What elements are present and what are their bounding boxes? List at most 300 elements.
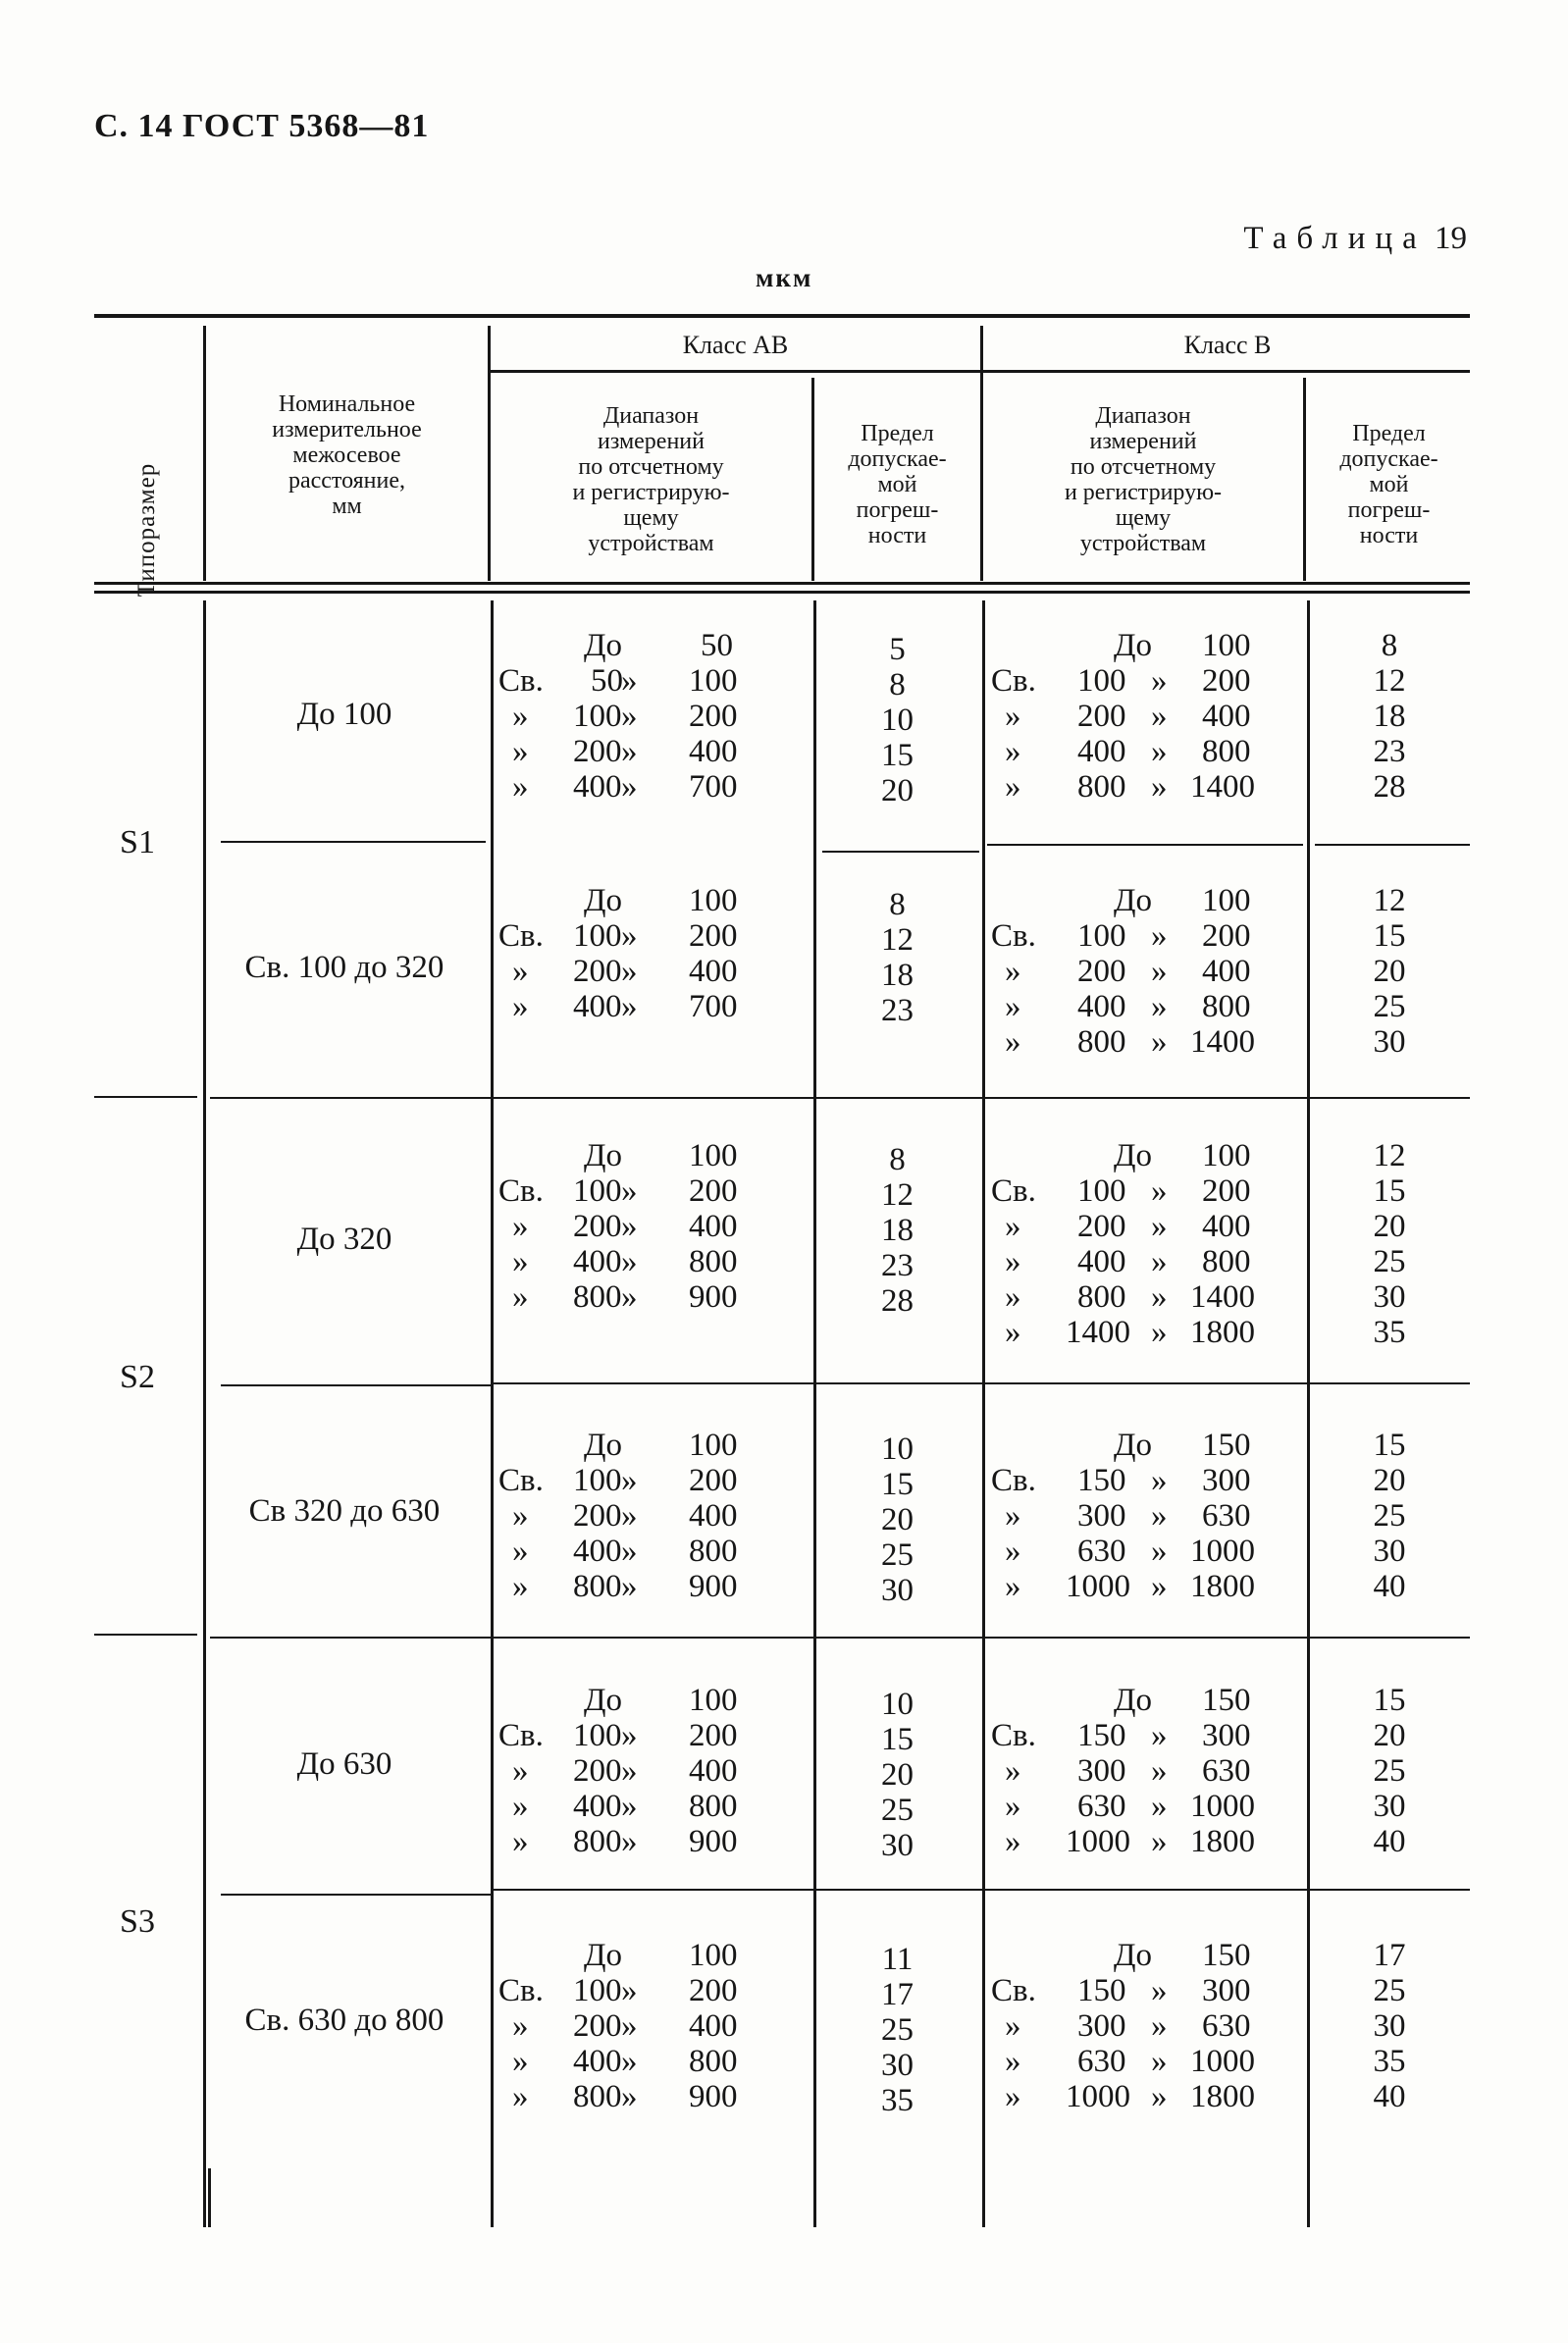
b-range-line (991, 2044, 1281, 2079)
ab-range-line (498, 954, 767, 989)
ab-range-line (498, 1789, 767, 1824)
ab-range-cell: 100 (689, 1428, 738, 1463)
table-label (1243, 221, 1467, 257)
row-sep-4 (210, 1637, 1470, 1639)
b-range-cell: До (1114, 1138, 1153, 1173)
ab-limits-value: 12 (881, 922, 914, 958)
header-class-b: Класс В (1183, 331, 1272, 359)
b-range-cell: » (1151, 1718, 1168, 1753)
b-limits-value: 15 (1373, 1428, 1406, 1463)
ab-range-cell: » (621, 1209, 638, 1244)
ab-range-cell: » (621, 734, 638, 769)
ab-range-cell: » (512, 2044, 529, 2079)
b-range-line (991, 918, 1281, 954)
b-range-cell: 1400 (1190, 1024, 1255, 1060)
b-range-line (991, 1428, 1281, 1463)
ab-range-cell: » (512, 769, 529, 805)
b-range-cell: 300 (1202, 1463, 1251, 1498)
b-range-cell: 200 (1077, 1209, 1126, 1244)
b-range-line (991, 1315, 1281, 1350)
b-range-cell: 150 (1077, 1463, 1126, 1498)
b-limits (1311, 1428, 1468, 1604)
b-range-line (991, 628, 1281, 663)
b-range-cell: 630 (1077, 1534, 1126, 1569)
b-range-cell: 300 (1077, 1753, 1126, 1789)
ab-range-line (498, 883, 767, 918)
ab-range-cell: » (512, 2079, 529, 2114)
b-limits-value: 20 (1373, 1209, 1406, 1244)
b-range-cell: 800 (1202, 734, 1251, 769)
ab-range-line (498, 1173, 767, 1209)
ab-limits (816, 1432, 978, 1608)
ab-range-line (498, 2079, 767, 2114)
b-range-cell: » (1151, 1824, 1168, 1859)
ab-range-cell: 800 (573, 1824, 622, 1859)
ab-range-line (498, 918, 767, 954)
type-label: S3 (120, 1903, 155, 1940)
ab-limits-value: 10 (881, 703, 914, 738)
b-range-cell: 400 (1202, 1209, 1251, 1244)
header-b-limit: Предел допускае- мой погреш- ности (1339, 421, 1438, 548)
b-range-cell: » (1005, 2079, 1021, 2114)
ab-range-cell: » (621, 2008, 638, 2044)
b-range-line (991, 1534, 1281, 1569)
ab-limits-value: 11 (881, 1942, 914, 1977)
ab-range-cell: 400 (573, 1244, 622, 1279)
ab-range-cell: 400 (689, 1498, 738, 1534)
ab-range-cell: 400 (689, 1753, 738, 1789)
ab-range-line (498, 2008, 767, 2044)
b-range-cell: » (1151, 1498, 1168, 1534)
b-limits-value: 20 (1373, 1463, 1406, 1498)
ab-limits-value: 30 (881, 2048, 914, 2083)
ab-range-cell: 200 (573, 2008, 622, 2044)
ab-range-cell: » (621, 954, 638, 989)
ab-limits (816, 1142, 978, 1319)
b-range-cell: 200 (1202, 918, 1251, 954)
b-limits-value: 25 (1373, 1973, 1406, 2008)
ab-range-cell: 200 (689, 1973, 738, 2008)
b-range-cell: 300 (1202, 1973, 1251, 2008)
ab-range-cell: » (621, 989, 638, 1024)
b-range-cell: » (1005, 1534, 1021, 1569)
ab-limits-value: 12 (881, 1177, 914, 1213)
ab-range-line (498, 1718, 767, 1753)
b-range-cell: 1400 (1190, 1279, 1255, 1315)
row-sep-s2 (494, 1382, 1470, 1384)
b-range-cell: 1000 (1066, 2079, 1130, 2114)
ab-range-cell: Св. (498, 918, 544, 954)
ab-range-line (498, 2044, 767, 2079)
b-limits-value: 40 (1373, 1569, 1406, 1604)
b-range-cell: » (1005, 1498, 1021, 1534)
b-range-cell: » (1151, 1209, 1168, 1244)
b-range-cell: » (1151, 1534, 1168, 1569)
ab-range-cell: 100 (573, 1463, 622, 1498)
ab-range-cell: » (621, 1173, 638, 1209)
body-left-edge (208, 2168, 211, 2227)
ab-range-line (498, 734, 767, 769)
ab-range-line (498, 663, 767, 699)
ab-limits-value: 5 (889, 632, 906, 667)
ab-range-cell: 400 (573, 989, 622, 1024)
ab-range-line (498, 628, 767, 663)
ab-range-cell: » (621, 1824, 638, 1859)
ab-range-cell: 800 (689, 1244, 738, 1279)
ab-range-cell: » (512, 699, 529, 734)
b-range-cell: » (1151, 1973, 1168, 2008)
ab-range-line (498, 1428, 767, 1463)
ab-range-line (498, 1824, 767, 1859)
ab-range-cell: » (621, 1789, 638, 1824)
ab-limits-value: 8 (889, 1142, 906, 1177)
b-range-cell: » (1151, 1244, 1168, 1279)
b-range-cell: » (1151, 2079, 1168, 2114)
b-limits (1311, 1683, 1468, 1859)
ab-range-cell: 200 (573, 734, 622, 769)
body-col-line-4 (982, 600, 985, 2227)
row-sep-s2-dist (221, 1384, 491, 1386)
b-range-cell: 1400 (1066, 1315, 1130, 1350)
ab-range (498, 1428, 767, 1604)
b-range-line (991, 769, 1281, 805)
b-limits-value: 25 (1373, 1244, 1406, 1279)
ab-limits-value: 20 (881, 773, 914, 808)
b-range-cell: 630 (1202, 2008, 1251, 2044)
b-range-cell: 300 (1202, 1718, 1251, 1753)
b-range (991, 1938, 1281, 2114)
b-limits-value: 23 (1373, 734, 1406, 769)
ab-range-cell: 100 (689, 663, 738, 699)
ab-range-cell: » (621, 2079, 638, 2114)
ab-range-cell: 800 (573, 1569, 622, 1604)
b-range-cell: До (1114, 1683, 1153, 1718)
ab-range-cell: 100 (573, 699, 622, 734)
b-range-cell: 150 (1202, 1938, 1251, 1973)
ab-range-cell: 100 (573, 1173, 622, 1209)
b-range-cell: 100 (1202, 883, 1251, 918)
b-limits-value: 30 (1373, 2008, 1406, 2044)
b-limits-value: 8 (1381, 628, 1398, 663)
b-limits-value: 20 (1373, 954, 1406, 989)
b-range-cell: 100 (1077, 663, 1126, 699)
b-range-line (991, 734, 1281, 769)
ab-range-cell: 400 (573, 1789, 622, 1824)
b-range (991, 1683, 1281, 1859)
ab-limits-value: 23 (881, 1248, 914, 1283)
ab-range-cell: До (584, 883, 623, 918)
ab-range-line (498, 989, 767, 1024)
b-range-cell: 800 (1077, 769, 1126, 805)
b-range-line (991, 1279, 1281, 1315)
ab-range-cell: 400 (689, 1209, 738, 1244)
b-limits-value: 18 (1373, 699, 1406, 734)
ab-limits-value: 23 (881, 993, 914, 1028)
b-limits-value: 30 (1373, 1024, 1406, 1060)
ab-range (498, 628, 767, 805)
b-range-cell: » (1151, 918, 1168, 954)
b-range-cell: » (1151, 1789, 1168, 1824)
b-range-cell: Св. (991, 918, 1036, 954)
ab-range-cell: Св. (498, 663, 544, 699)
header-b-range: Диапазон измерений по отсчетному и регистрирую- щему устройствам (1064, 403, 1223, 556)
b-range-cell: » (1005, 1244, 1021, 1279)
b-range-cell: » (1151, 699, 1168, 734)
ab-range (498, 883, 767, 1024)
b-range-cell: Св. (991, 1463, 1036, 1498)
b-range-line (991, 1753, 1281, 1789)
b-range-cell: » (1005, 699, 1021, 734)
ab-range-cell: 400 (689, 954, 738, 989)
header-col-line-2 (488, 326, 491, 581)
b-range-cell: » (1005, 1824, 1021, 1859)
b-range-cell: » (1151, 734, 1168, 769)
unit-label: мкм (756, 263, 813, 292)
ab-range-cell: До (584, 1428, 623, 1463)
ab-range-cell: 50 (701, 628, 733, 663)
b-range-cell: 100 (1202, 628, 1251, 663)
b-range-line (991, 1824, 1281, 1859)
b-range-cell: 300 (1077, 2008, 1126, 2044)
b-range-cell: 1000 (1190, 1534, 1255, 1569)
b-range-line (991, 1973, 1281, 2008)
b-range-cell: 200 (1202, 1173, 1251, 1209)
b-range-line (991, 1718, 1281, 1753)
b-range-cell: 100 (1077, 918, 1126, 954)
b-range-cell: 100 (1077, 1173, 1126, 1209)
b-limits-value: 28 (1373, 769, 1406, 805)
ab-range-cell: » (621, 699, 638, 734)
ab-range-cell: 200 (573, 1498, 622, 1534)
ab-range-line (498, 1279, 767, 1315)
ab-limits-value: 18 (881, 1213, 914, 1248)
ab-range (498, 1683, 767, 1859)
ab-range-cell: 200 (689, 699, 738, 734)
distance-cell: До 320 (296, 1222, 392, 1257)
b-range-cell: » (1151, 2008, 1168, 2044)
ab-range-cell: » (621, 2044, 638, 2079)
b-range-cell: 800 (1077, 1279, 1126, 1315)
ab-range-cell: 900 (689, 1569, 738, 1604)
b-range-cell: 150 (1077, 1718, 1126, 1753)
b-limits-value: 12 (1373, 1138, 1406, 1173)
ab-limits-value: 15 (881, 1722, 914, 1757)
b-range-cell: » (1151, 1279, 1168, 1315)
ab-range-line (498, 1938, 767, 1973)
distance-cell: Св 320 до 630 (248, 1493, 441, 1529)
ab-range-cell: 100 (573, 1718, 622, 1753)
b-limits-value: 15 (1373, 1683, 1406, 1718)
ab-range-cell: 200 (689, 1718, 738, 1753)
b-range-cell: 1000 (1066, 1569, 1130, 1604)
ab-range-cell: До (584, 1938, 623, 1973)
ab-range-cell: 800 (689, 1789, 738, 1824)
ab-range (498, 1138, 767, 1315)
body-col-line-1 (203, 600, 206, 2227)
b-range-cell: 1800 (1190, 1569, 1255, 1604)
ab-limits-value: 10 (881, 1432, 914, 1467)
ab-limits-value: 20 (881, 1757, 914, 1793)
ab-range-cell: 900 (689, 1824, 738, 1859)
ab-range-cell: 400 (573, 1534, 622, 1569)
ab-range-line (498, 699, 767, 734)
ab-range-cell: Св. (498, 1973, 544, 2008)
row-sep-s1-blim (1315, 844, 1470, 846)
b-range-cell: » (1005, 1789, 1021, 1824)
ab-range-cell: » (512, 1498, 529, 1534)
ab-limits-value: 8 (889, 887, 906, 922)
b-range-cell: 200 (1202, 663, 1251, 699)
ab-range-cell: Св. (498, 1173, 544, 1209)
b-range-cell: » (1151, 2044, 1168, 2079)
ab-limits-value: 8 (889, 667, 906, 703)
ab-range-cell: 400 (573, 769, 622, 805)
ab-limits-value: 25 (881, 1537, 914, 1573)
group-sep-2 (94, 1634, 197, 1636)
ab-range-cell: 800 (689, 1534, 738, 1569)
ab-range-cell: » (621, 1534, 638, 1569)
b-range-cell: » (1151, 1173, 1168, 1209)
distance-cell: Св. 100 до 320 (244, 950, 444, 985)
b-range-cell: » (1005, 1279, 1021, 1315)
ab-range-cell: 200 (573, 1753, 622, 1789)
b-range-cell: » (1151, 989, 1168, 1024)
ab-range-cell: 400 (689, 734, 738, 769)
ab-range-cell: » (621, 1973, 638, 2008)
ab-range-cell: До (584, 628, 623, 663)
b-range-line (991, 663, 1281, 699)
b-range-cell: 200 (1077, 954, 1126, 989)
b-range-cell: 150 (1202, 1683, 1251, 1718)
b-limits-value: 15 (1373, 1173, 1406, 1209)
b-range-cell: » (1151, 663, 1168, 699)
b-range-line (991, 1024, 1281, 1060)
ab-range-line (498, 1244, 767, 1279)
b-range-cell: 300 (1077, 1498, 1126, 1534)
b-range-cell: 630 (1077, 2044, 1126, 2079)
ab-limits-value: 17 (881, 1977, 914, 2012)
b-limits-value: 17 (1373, 1938, 1406, 1973)
ab-range-line (498, 1753, 767, 1789)
ab-range-cell: » (512, 1279, 529, 1315)
b-range-cell: » (1005, 989, 1021, 1024)
b-limits (1311, 628, 1468, 805)
distance-cell: До 630 (296, 1746, 392, 1782)
ab-range-cell: 100 (573, 1973, 622, 2008)
ab-range-cell: » (512, 1569, 529, 1604)
b-range-line (991, 1173, 1281, 1209)
header-bottom-rule-1 (94, 582, 1470, 585)
ab-limits (816, 1942, 978, 2118)
b-range-line (991, 2008, 1281, 2044)
header-col-line-5 (1303, 378, 1306, 581)
ab-limits-value: 30 (881, 1828, 914, 1863)
ab-limits-value: 35 (881, 2083, 914, 2118)
row-sep-s1-brange (987, 844, 1303, 846)
ab-range-cell: 200 (573, 954, 622, 989)
table-top-rule (94, 314, 1470, 318)
type-label: S2 (120, 1359, 155, 1395)
b-range-line (991, 2079, 1281, 2114)
header-col-line-1 (203, 326, 206, 581)
ab-range-cell: » (512, 1534, 529, 1569)
ab-range-cell: » (621, 918, 638, 954)
b-range-cell: » (1151, 1463, 1168, 1498)
body-col-line-2 (491, 600, 494, 2227)
b-range-line (991, 1244, 1281, 1279)
ab-range-cell: » (512, 734, 529, 769)
distance-cell: Св. 630 до 800 (244, 2003, 444, 2038)
ab-range-cell: До (584, 1138, 623, 1173)
ab-range-cell: Св. (498, 1463, 544, 1498)
ab-limits-value: 20 (881, 1502, 914, 1537)
ab-limits (816, 632, 978, 808)
b-range-cell: » (1005, 769, 1021, 805)
b-range-cell: » (1005, 734, 1021, 769)
header-col-line-3 (811, 378, 814, 581)
ab-range-line (498, 1463, 767, 1498)
ab-range-cell: » (621, 1569, 638, 1604)
b-range-cell: » (1005, 1569, 1021, 1604)
b-range-line (991, 1463, 1281, 1498)
b-range-cell: 400 (1202, 954, 1251, 989)
ab-range-line (498, 1569, 767, 1604)
ab-limits-value: 28 (881, 1283, 914, 1319)
body-col-line-5 (1307, 600, 1310, 2227)
b-range-line (991, 1789, 1281, 1824)
header-class-ab: Класс АВ (682, 331, 789, 359)
b-range-cell: 1000 (1066, 1824, 1130, 1859)
b-range-cell: До (1114, 1428, 1153, 1463)
b-range-line (991, 1683, 1281, 1718)
b-range-cell: 800 (1202, 989, 1251, 1024)
ab-range-cell: » (512, 1789, 529, 1824)
b-range-line (991, 954, 1281, 989)
ab-limits-value: 25 (881, 1793, 914, 1828)
b-range-cell: Св. (991, 663, 1036, 699)
b-range (991, 1138, 1281, 1350)
ab-limits (816, 1687, 978, 1863)
b-range-line (991, 989, 1281, 1024)
ab-range-cell: 800 (689, 2044, 738, 2079)
row-sep-s3 (494, 1889, 1470, 1891)
b-range-cell: » (1005, 1209, 1021, 1244)
ab-limits-value: 15 (881, 1467, 914, 1502)
type-label: S1 (120, 824, 155, 860)
b-range-cell: Св. (991, 1973, 1036, 2008)
header-distance: Номинальное измерительное межосевое расстояние, мм (272, 391, 422, 519)
ab-range-cell: 100 (689, 1683, 738, 1718)
ab-range-cell: » (512, 954, 529, 989)
b-range-line (991, 1938, 1281, 1973)
ab-limits-value: 10 (881, 1687, 914, 1722)
b-range-cell: 630 (1202, 1498, 1251, 1534)
ab-range-cell: 700 (689, 769, 738, 805)
b-range-cell: 1000 (1190, 2044, 1255, 2079)
b-range-cell: 800 (1077, 1024, 1126, 1060)
row-sep-s1-dist (221, 841, 486, 843)
b-range-cell: До (1114, 883, 1153, 918)
b-range-cell: 100 (1202, 1138, 1251, 1173)
b-range-line (991, 1209, 1281, 1244)
b-range-cell: » (1151, 954, 1168, 989)
ab-range-cell: » (512, 1824, 529, 1859)
row-sep-2 (210, 1097, 1470, 1099)
ab-range-cell: 100 (573, 918, 622, 954)
ab-range-cell: » (512, 2008, 529, 2044)
ab-range-cell: » (621, 1463, 638, 1498)
ab-range-cell: » (621, 769, 638, 805)
